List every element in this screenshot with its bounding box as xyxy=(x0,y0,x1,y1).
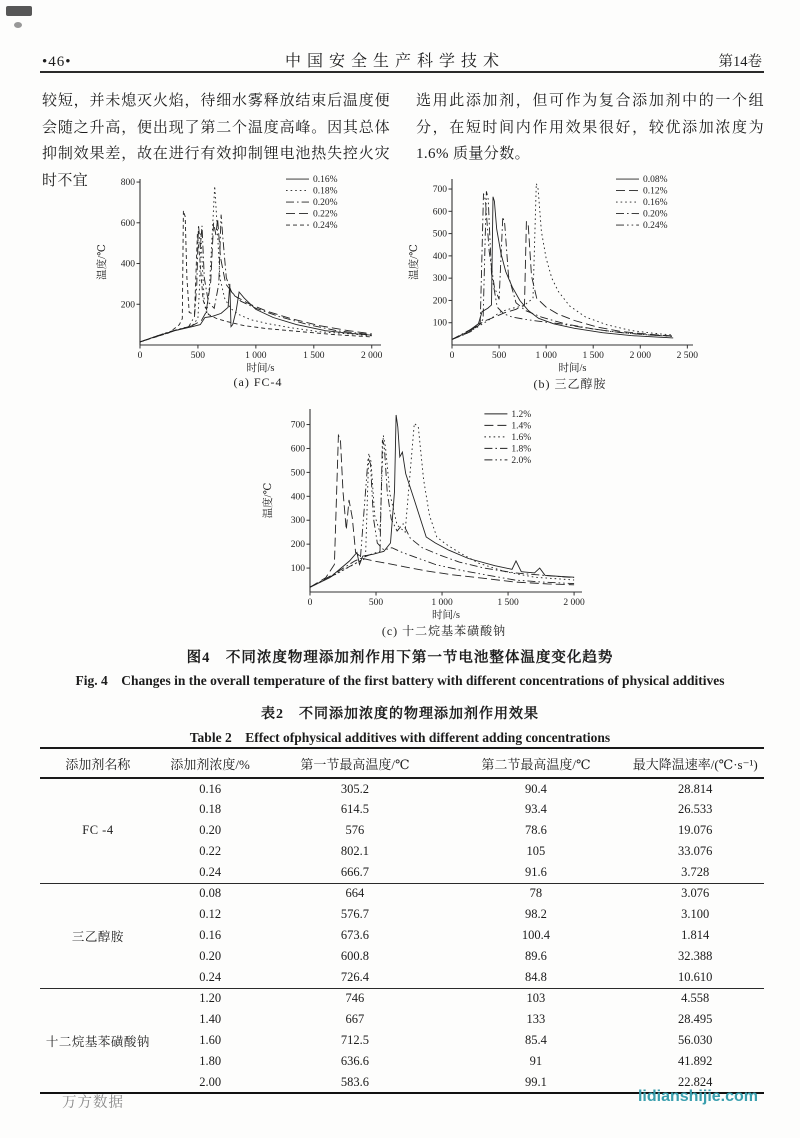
figure-caption-en: Fig. 4 Changes in the overall temperature of the first battery with different concentrations of physical additives xyxy=(75,673,725,688)
table-cell: 673.6 xyxy=(340,928,369,942)
table-header-cell: 添加剂名称 xyxy=(40,748,156,778)
svg-text:时间/s: 时间/s xyxy=(558,363,587,374)
svg-text:700: 700 xyxy=(432,185,447,196)
table-cell: 0.16 xyxy=(199,781,222,796)
table-cell: 84.8 xyxy=(445,967,626,988)
svg-text:0: 0 xyxy=(137,351,143,361)
additive-name-cell: 十二烷基苯磺酸钠 xyxy=(45,1034,150,1049)
svg-text:温度/℃: 温度/℃ xyxy=(263,482,274,519)
table-row xyxy=(40,967,764,988)
table-cell: 41.892 xyxy=(678,1054,713,1068)
chart-c-sdbs xyxy=(260,400,600,639)
svg-text:0.24%: 0.24% xyxy=(313,221,338,232)
table-cell: 85.4 xyxy=(524,1033,547,1047)
additive-name-cell xyxy=(40,904,156,925)
table-caption-cn: 表2 不同添加浓度的物理添加剂作用效果 xyxy=(261,707,539,722)
additive-name-cell: 三乙醇胺 xyxy=(71,929,124,944)
table-caption-en: Table 2 Effect ofphysical additives with different adding concentrations xyxy=(189,730,611,745)
table-cell: 666.7 xyxy=(264,862,445,883)
table-cell: 1.80 xyxy=(199,1054,222,1068)
table-cell: 56.030 xyxy=(678,1033,713,1047)
table-cell: 1.40 xyxy=(199,1012,222,1026)
chart-b-caption: (b) 三乙醇胺 xyxy=(533,377,607,391)
additive-name-cell xyxy=(40,967,156,988)
table-cell: 0.20 xyxy=(199,823,222,837)
svg-text:2 500: 2 500 xyxy=(676,351,699,361)
table-cell: 4.558 xyxy=(681,991,710,1006)
svg-text:400: 400 xyxy=(290,492,305,503)
svg-text:时间/s: 时间/s xyxy=(431,610,461,621)
running-head xyxy=(42,48,762,71)
svg-text:1.4%: 1.4% xyxy=(511,421,532,432)
additive-name-cell xyxy=(40,946,156,967)
table-cell: 667 xyxy=(345,1012,365,1026)
svg-text:1.6%: 1.6% xyxy=(511,432,532,443)
table-cell: 32.388 xyxy=(678,949,713,963)
svg-text:800: 800 xyxy=(120,178,135,189)
svg-text:2 000: 2 000 xyxy=(629,351,651,361)
svg-text:0.16%: 0.16% xyxy=(313,175,338,186)
additive-name-cell xyxy=(40,862,156,883)
svg-text:0.18%: 0.18% xyxy=(313,186,338,197)
svg-text:500: 500 xyxy=(491,351,507,361)
svg-text:温度/℃: 温度/℃ xyxy=(97,244,108,280)
svg-text:500: 500 xyxy=(432,229,447,240)
additive-name-cell xyxy=(40,988,156,1009)
table-row xyxy=(40,1030,764,1051)
charts-row-bottom xyxy=(0,400,800,639)
additive-name-cell: FC -4 xyxy=(82,823,114,837)
chart-c-caption: (c) 十二烷基苯磺酸钠 xyxy=(381,624,507,638)
table-cell: 0.18 xyxy=(199,802,222,816)
scan-artifact xyxy=(14,22,22,28)
svg-text:1 000: 1 000 xyxy=(245,351,267,361)
svg-text:0: 0 xyxy=(307,598,313,608)
svg-text:2 000: 2 000 xyxy=(361,351,383,361)
svg-text:100: 100 xyxy=(290,564,305,575)
table-cell: 576.7 xyxy=(340,907,369,921)
svg-text:温度/℃: 温度/℃ xyxy=(409,244,420,280)
table-cell: 78.6 xyxy=(524,823,547,837)
table-cell: 305.2 xyxy=(340,781,369,796)
table-cell: 33.076 xyxy=(678,844,713,858)
table-cell: 0.08 xyxy=(199,886,222,901)
table-cell: 28.814 xyxy=(678,781,713,796)
svg-text:1 500: 1 500 xyxy=(303,351,325,361)
table-row xyxy=(40,799,764,820)
svg-text:500: 500 xyxy=(368,598,384,608)
chart-c-canvas xyxy=(260,400,600,622)
table-cell: 3.728 xyxy=(626,862,764,883)
table-row xyxy=(40,988,764,1009)
table-cell: 664 xyxy=(345,886,365,901)
svg-text:0.22%: 0.22% xyxy=(313,209,338,220)
table-header-cell: 添加剂浓度/% xyxy=(156,748,265,778)
table-cell: 28.495 xyxy=(678,1012,713,1026)
table-row xyxy=(40,778,764,799)
svg-text:200: 200 xyxy=(432,296,447,307)
svg-text:200: 200 xyxy=(290,540,305,551)
svg-text:700: 700 xyxy=(290,420,305,431)
table-cell: 3.100 xyxy=(681,907,710,921)
svg-text:2.0%: 2.0% xyxy=(511,455,532,466)
chart-b-triethanolamine xyxy=(406,170,706,392)
chart-a-caption: (a) FC-4 xyxy=(233,375,283,389)
svg-text:1 500: 1 500 xyxy=(497,598,519,608)
svg-text:600: 600 xyxy=(120,218,135,229)
volume-label: 第14卷 xyxy=(718,54,762,70)
table-header-cell: 第一节最高温度/℃ xyxy=(264,748,445,778)
table-row xyxy=(40,1009,764,1030)
table-cell: 1.60 xyxy=(199,1033,222,1047)
table-cell: 0.20 xyxy=(199,949,222,963)
figure-caption-cn: 图4 不同浓度物理添加剂作用下第一节电池整体温度变化趋势 xyxy=(186,650,614,666)
paragraph-right: 选用此添加剂，但可作为复合添加剂中的一个组分，在短时间内作用效果很好，较优添加浓度为 1.6% 质量分数。 xyxy=(416,93,764,163)
paragraph-left: 较短，并未熄灭火焰，待细水雾释放结束后温度便会随之升高，便出现了第二个温度高峰。因其总体抑制效果差，故在进行有效抑制锂电池热失控火灾时不宜 xyxy=(42,93,390,190)
additive-name-cell xyxy=(40,778,156,799)
table-row xyxy=(40,841,764,862)
table-cell: 26.533 xyxy=(678,802,713,816)
table-cell: 98.2 xyxy=(524,907,547,921)
svg-text:200: 200 xyxy=(120,300,135,311)
chart-a-fc4 xyxy=(94,170,394,392)
svg-text:500: 500 xyxy=(290,468,305,479)
wanfang-watermark: 万方数据 xyxy=(62,1095,124,1111)
header-rule xyxy=(40,71,764,73)
svg-text:400: 400 xyxy=(432,251,447,262)
table-cell: 91.6 xyxy=(445,862,626,883)
table-cell: 583.6 xyxy=(264,1072,445,1093)
scan-artifact xyxy=(6,6,32,16)
svg-text:100: 100 xyxy=(432,318,447,329)
table-row xyxy=(40,883,764,904)
table-cell: 90.4 xyxy=(524,781,547,796)
table-cell: 2.00 xyxy=(156,1072,265,1093)
additive-name-cell xyxy=(40,841,156,862)
table-cell: 0.22 xyxy=(199,844,222,858)
table-cell: 3.076 xyxy=(681,886,710,901)
table-cell: 712.5 xyxy=(340,1033,369,1047)
table-cell: 0.24 xyxy=(156,967,265,988)
table-cell: 100.4 xyxy=(521,928,550,942)
table-row xyxy=(40,925,764,946)
table-cell: 0.16 xyxy=(199,928,222,942)
table-cell: 91 xyxy=(529,1054,543,1068)
journal-title: 中国安全生产科学技术 xyxy=(285,53,506,70)
svg-text:0.16%: 0.16% xyxy=(643,198,668,209)
table-header-cell: 最大降温速率/(℃·s⁻¹) xyxy=(626,748,764,778)
svg-text:300: 300 xyxy=(432,274,447,285)
svg-text:1.8%: 1.8% xyxy=(511,444,532,455)
table-cell: 802.1 xyxy=(340,844,369,858)
table-header-cell: 第二节最高温度/℃ xyxy=(445,748,626,778)
table-cell: 1.20 xyxy=(199,991,222,1006)
table-cell: 1.814 xyxy=(681,928,710,942)
svg-text:1.2%: 1.2% xyxy=(511,409,532,420)
additive-name-cell xyxy=(40,1072,156,1093)
svg-text:时间/s: 时间/s xyxy=(246,363,275,374)
additive-name-cell xyxy=(40,883,156,904)
table-row xyxy=(40,904,764,925)
table-cell: 133 xyxy=(526,1012,546,1026)
svg-text:1 500: 1 500 xyxy=(582,351,604,361)
table-cell: 726.4 xyxy=(264,967,445,988)
svg-text:300: 300 xyxy=(290,516,305,527)
table-cell: 99.1 xyxy=(445,1072,626,1093)
table-cell: 0.12 xyxy=(199,907,222,921)
chart-b-canvas xyxy=(406,170,706,375)
additive-name-cell xyxy=(40,799,156,820)
svg-text:600: 600 xyxy=(290,444,305,455)
svg-text:400: 400 xyxy=(120,259,135,270)
page-number: •46• xyxy=(42,54,72,70)
svg-text:0.24%: 0.24% xyxy=(643,221,668,232)
table-cell: 19.076 xyxy=(678,823,713,837)
svg-text:1 000: 1 000 xyxy=(431,598,453,608)
table-cell: 78 xyxy=(529,886,543,901)
results-table xyxy=(40,747,764,1094)
table-cell: 10.610 xyxy=(626,967,764,988)
data-table xyxy=(40,747,764,1094)
table-row xyxy=(40,820,764,841)
table-cell: 576 xyxy=(345,823,365,837)
svg-text:0.20%: 0.20% xyxy=(313,198,338,209)
table-cell: 105 xyxy=(526,844,546,858)
site-watermark: lidianshijie.com xyxy=(637,1088,758,1105)
svg-text:0.08%: 0.08% xyxy=(643,175,668,186)
svg-text:500: 500 xyxy=(190,351,206,361)
table-cell: 89.6 xyxy=(524,949,547,963)
table-cell: 93.4 xyxy=(524,802,547,816)
table-cell: 22.824 xyxy=(626,1072,764,1093)
svg-text:1 000: 1 000 xyxy=(535,351,557,361)
svg-text:2 000: 2 000 xyxy=(563,598,585,608)
chart-a-canvas xyxy=(94,170,394,375)
additive-name-cell xyxy=(40,1009,156,1030)
table-cell: 746 xyxy=(345,991,365,1006)
additive-name-cell xyxy=(40,1051,156,1072)
table-cell: 636.6 xyxy=(340,1054,369,1068)
table-row xyxy=(40,862,764,883)
svg-text:600: 600 xyxy=(432,207,447,218)
table-row xyxy=(40,1051,764,1072)
charts-row-top xyxy=(0,170,800,392)
svg-text:0.12%: 0.12% xyxy=(643,186,668,197)
svg-text:0.20%: 0.20% xyxy=(643,209,668,220)
table-cell: 614.5 xyxy=(340,802,369,816)
table-cell: 0.24 xyxy=(156,862,265,883)
table-row xyxy=(40,946,764,967)
svg-text:0: 0 xyxy=(449,351,455,361)
table-cell: 103 xyxy=(526,991,546,1006)
table-cell: 600.8 xyxy=(340,949,369,963)
